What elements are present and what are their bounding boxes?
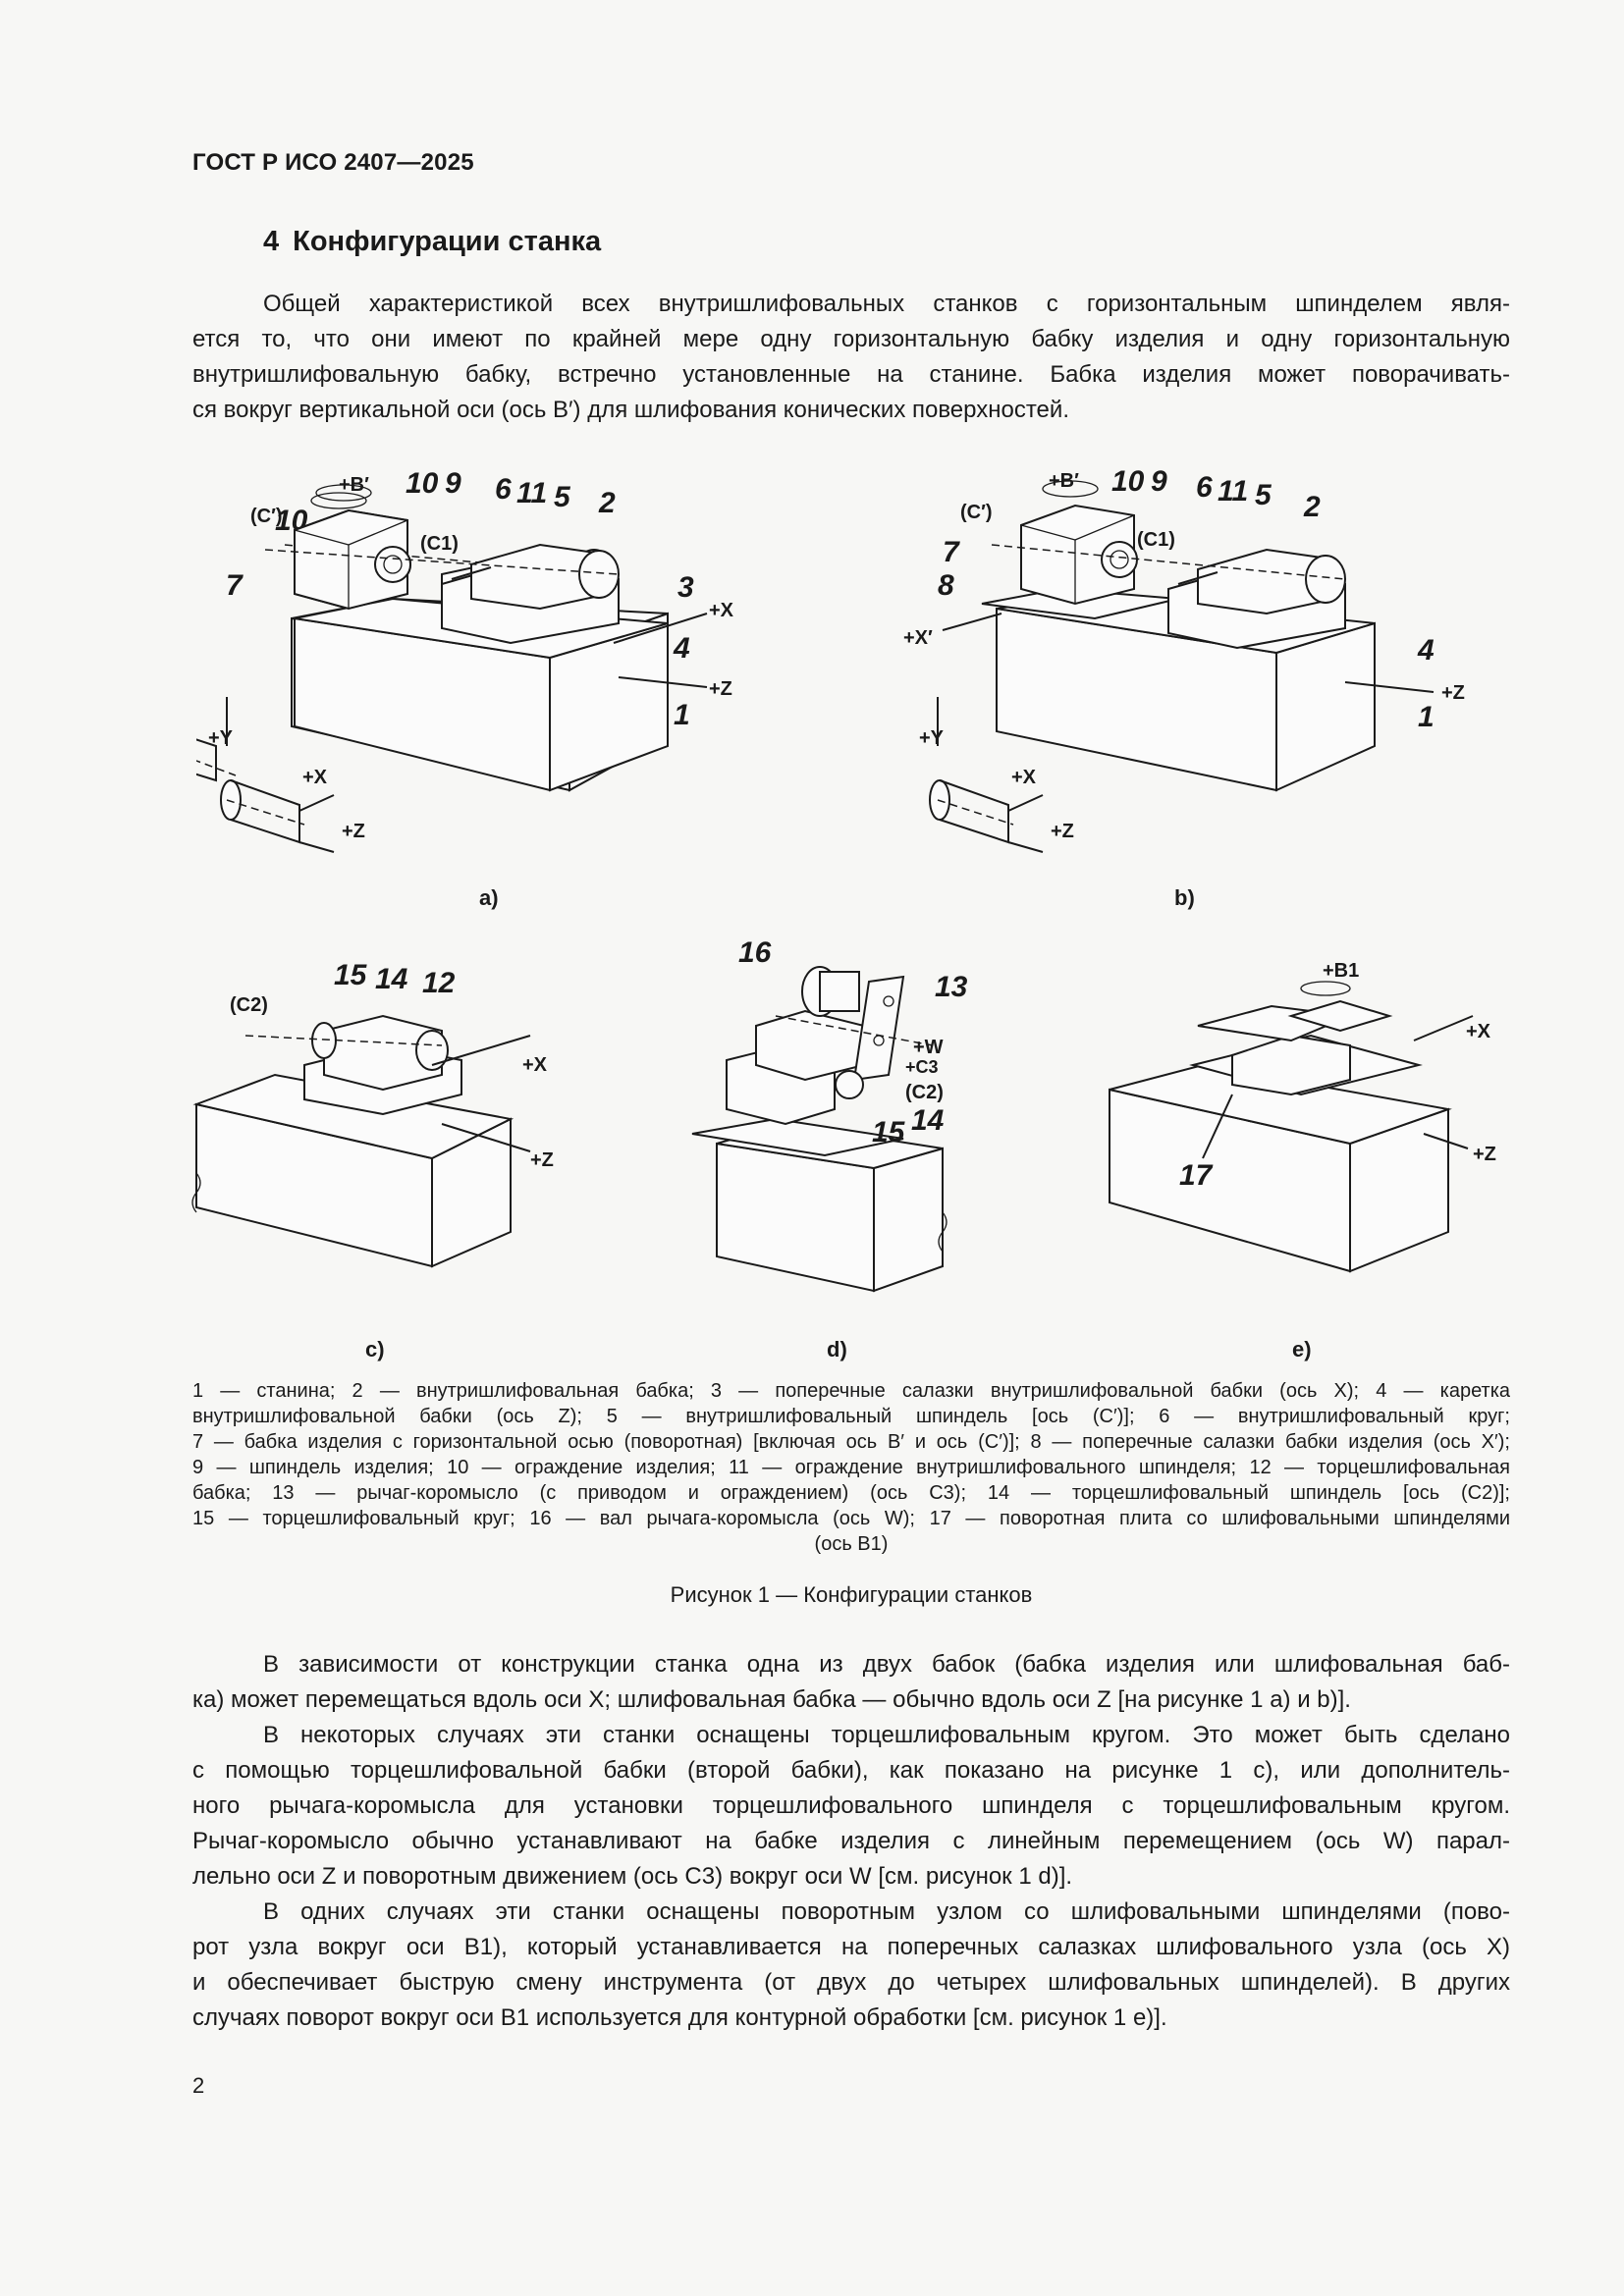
body-paragraph-3 (192, 1895, 1510, 2036)
callout-label: 9 (1151, 465, 1167, 498)
axis-label: +C3 (905, 1057, 939, 1077)
subcaption-c: c) (365, 1337, 385, 1362)
callout-label: 10 (1111, 465, 1145, 498)
body-line: В зависимости от конструкции станка одна из двух бабок (бабка изделия или шлифовальная баб- (263, 1651, 1510, 1678)
body-line: В одних случаях эти станки оснащены поворотным узлом со шлифовальными шпинделями (пово- (263, 1898, 1510, 1925)
callout-label: 7 (943, 536, 959, 568)
axis-label: (C′) (250, 506, 283, 527)
callout-label: 4 (1418, 634, 1435, 667)
page-number: 2 (192, 2073, 205, 2098)
section-title: Конфигурации станка (293, 226, 602, 257)
callout-label: 1 (1418, 701, 1435, 733)
axis-label: +Y (208, 727, 234, 749)
subcaption-e: e) (1292, 1337, 1312, 1362)
callout-label: 4 (674, 632, 690, 665)
axis-label: +Y (919, 727, 945, 749)
callout-label: 1 (674, 699, 690, 731)
intro-line: внутришлифовальную бабку, встречно установленные на станине. Бабка изделия может поворачивать- (192, 361, 1510, 388)
legend-line: внутришлифовальной бабки (ось Z); 5 — внутришлифовальный шпиндель [ось (C′)]; 6 — внутришлифовальный круг; (192, 1406, 1510, 1427)
axis-label: +X (1011, 767, 1037, 788)
callout-label: 14 (375, 963, 408, 995)
legend-line: 7 — бабка изделия с горизонтальной осью (поворотная) [включая ось B′ и ось (C′)]; 8 — поперечные салазки бабки изделия (ось X′); (192, 1431, 1510, 1453)
intro-line: ся вокруг вертикальной оси (ось B′) для шлифования конических поверхностей. (192, 397, 1069, 423)
axis-label: (C′) (960, 502, 993, 523)
body-line: лельно оси Z и поворотным движением (ось C3) вокруг оси W [см. рисунок 1 d)]. (192, 1863, 1073, 1890)
figure-a-labels (157, 452, 766, 864)
axis-label: +X (302, 767, 328, 788)
callout-label: 10 (275, 505, 308, 537)
figure-b-drawing (884, 452, 1492, 864)
axis-label: +Z (1473, 1144, 1496, 1165)
subcaption-b: b) (1174, 885, 1195, 910)
intro-paragraph (192, 287, 1510, 428)
body-paragraph-1 (192, 1647, 1510, 1718)
axis-label: +X′ (903, 627, 933, 649)
axis-label: +X (1466, 1021, 1491, 1042)
body-line: ного рычага-коромысла для установки торцешлифовального шпинделя с торцешлифовальным кругом. (192, 1792, 1510, 1819)
legend-line: 15 — торцешлифовальный круг; 16 — вал рычага-коромысла (ось W); 17 — поворотная плита со шлифовальными шпинделями (192, 1508, 1510, 1529)
callout-label: 8 (938, 569, 954, 602)
callout-label: 12 (422, 967, 456, 999)
legend-line: (ось B1) (814, 1533, 889, 1555)
axis-label: +Z (1441, 682, 1465, 704)
body-line: В некоторых случаях эти станки оснащены торцешлифовальным кругом. Это может быть сделано (263, 1722, 1510, 1748)
callout-label: 17 (1179, 1159, 1213, 1192)
figure-e-drawing (1095, 957, 1527, 1296)
callout-label: 15 (872, 1116, 905, 1148)
intro-line: Общей характеристикой всех внутришлифовальных станков с горизонтальным шпинделем явля- (263, 291, 1510, 317)
figure-caption: Рисунок 1 — Конфигурации станков (670, 1582, 1033, 1607)
subcaption-a: a) (479, 885, 499, 910)
body-paragraph-2 (192, 1718, 1510, 1895)
figure-d-drawing (677, 928, 1011, 1301)
callout-label: 10 (406, 467, 439, 500)
callout-label: 6 (1196, 471, 1213, 504)
callout-label: 3 (677, 571, 694, 604)
figure-legend (192, 1378, 1510, 1557)
axis-label: +Z (530, 1149, 554, 1171)
axis-label: (C1) (420, 533, 459, 555)
body-line: с помощью торцешлифовальной бабки (второй бабки), как показано на рисунке 1 c), или дополнитель- (192, 1757, 1510, 1784)
callout-label: 15 (334, 959, 367, 991)
callout-label: 16 (738, 936, 772, 969)
body-line: рот узла вокруг оси B1), который устанавливается на поперечных салазках шлифовального узла (ось X) (192, 1934, 1510, 1960)
body-line: ка) может перемещаться вдоль оси X; шлифовальная бабка — обычно вдоль оси Z [на рисунке 1 a) и b)]. (192, 1686, 1351, 1713)
axis-label: +W (913, 1037, 944, 1058)
callout-label: 14 (911, 1104, 945, 1137)
figure-c-drawing (187, 928, 599, 1291)
axis-label: +B′ (1049, 470, 1079, 492)
legend-line: бабка; 13 — рычаг-коромысло (с приводом и ограждением) (ось C3); 14 — торцешлифовальный шпиндель [ось (C2)]; (192, 1482, 1510, 1504)
callout-label: 5 (554, 481, 570, 513)
body-line: и обеспечивает быструю смену инструмента (от двух до четырех шлифовальных шпинделей). В других (192, 1969, 1510, 1996)
body-line: Рычаг-коромысло обычно устанавливают на бабке изделия с линейным перемещением (ось W) парал- (192, 1828, 1510, 1854)
axis-label: (C2) (230, 994, 268, 1016)
axis-label: +Z (1051, 821, 1074, 842)
axis-label: +X (709, 600, 734, 621)
callout-label: 5 (1255, 479, 1272, 511)
callout-label: 11 (516, 477, 548, 509)
callout-label: 7 (226, 569, 243, 602)
legend-line: 9 — шпиндель изделия; 10 — ограждение изделия; 11 — ограждение внутришлифовального шпинделя; 12 — торцешлифовальная (192, 1457, 1510, 1478)
callout-label: 2 (1304, 491, 1321, 523)
axis-label: +Z (342, 821, 365, 842)
callout-label: 6 (495, 473, 512, 506)
section-heading (263, 226, 601, 258)
legend-line: 1 — станина; 2 — внутришлифовальная бабка; 3 — поперечные салазки внутришлифовальной бабки (ось X); 4 — каретка (192, 1380, 1510, 1402)
callout-label: 11 (1218, 475, 1249, 507)
axis-label: +X (522, 1054, 548, 1076)
subcaption-d: d) (827, 1337, 847, 1362)
axis-label: (C2) (905, 1082, 944, 1103)
intro-line: ется то, что они имеют по крайней мере одну горизонтальную бабку изделия и одну горизонтальную (192, 326, 1510, 352)
axis-label: (C1) (1137, 529, 1175, 551)
callout-label: 2 (599, 487, 616, 519)
section-number: 4 (263, 226, 280, 257)
body-line: случаях поворот вокруг оси B1 используется для контурной обработки [см. рисунок 1 e)]. (192, 2004, 1167, 2031)
axis-label: +Z (709, 678, 732, 700)
standard-header: ГОСТ Р ИСО 2407—2025 (192, 149, 474, 176)
axis-label: +B′ (339, 474, 369, 496)
callout-label: 9 (445, 467, 461, 500)
callout-label: 13 (935, 971, 968, 1003)
axis-label: +B1 (1323, 960, 1360, 982)
